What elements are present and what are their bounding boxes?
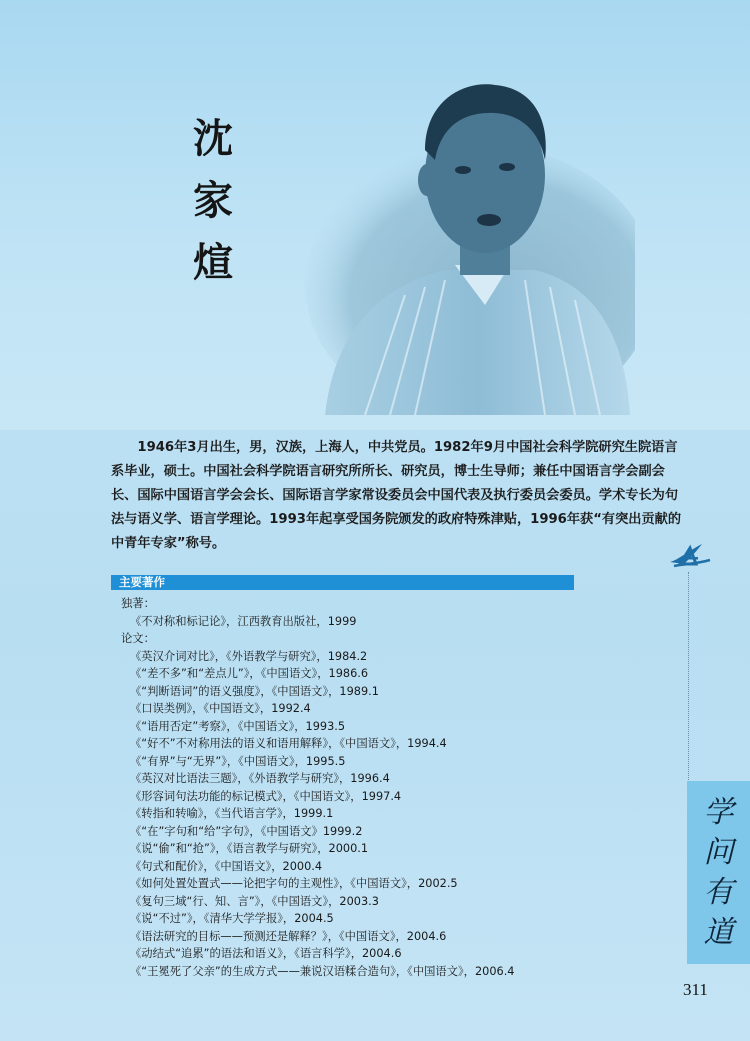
paper-item: 《“差不多”和“差点儿”》，《中国语文》，1986.6 — [130, 667, 369, 680]
paper-item: 《动结式“追累”的语法和语义》，《语言科学》，2004.6 — [130, 947, 402, 960]
paper-item: 《形容词句法功能的标记模式》，《中国语文》，1997.4 — [130, 789, 402, 803]
paper-item: 《说“偷”和“抢”》，《语言教学与研究》，2000.1 — [130, 842, 369, 855]
paper-item: 《转指和转喻》，《当代语言学》，1999.1 — [130, 807, 334, 820]
paper-item: 《口误类例》，《中国语文》，1992.4 — [130, 702, 311, 715]
academy-logo-icon — [666, 540, 712, 568]
name-char-1: 沈 — [193, 115, 233, 162]
paper-item: 《语法研究的目标——预测还是解释？》，《中国语文》，2004.6 — [130, 929, 447, 943]
paper-item: 《“有界”与“无界”》，《中国语文》，1995.5 — [130, 754, 346, 768]
monograph-header: 独著： — [121, 597, 155, 610]
paper-item: 《“王冕死了父亲”的生成方式——兼说汉语糅合造句》，《中国语文》，2006.4 — [130, 964, 515, 978]
side-tab-char: 学 — [703, 795, 734, 830]
paper-header: 论文： — [121, 632, 155, 645]
section-header-main-works: 主要著作 — [111, 575, 574, 590]
paper-item: 《“好不”不对称用法的语义和语用解释》，《中国语文》，1994.4 — [130, 737, 447, 750]
name-char-2: 家 — [193, 177, 233, 224]
paper-item: 《“判断语词”的语义强度》，《中国语文》，1989.1 — [130, 684, 379, 698]
margin-divider — [688, 572, 689, 782]
side-tab-text — [687, 793, 750, 953]
paper-item: 《复句三域“行、知、言”》，《中国语文》，2003.3 — [130, 894, 379, 908]
side-tab — [687, 781, 750, 964]
name-char-3: 煊 — [193, 239, 233, 286]
paper-item: 《句式和配价》，《中国语文》，2000.4 — [130, 859, 323, 873]
paper-item: 《如何处置处置式——论把字句的主观性》，《中国语文》，2002.5 — [130, 877, 458, 890]
biography-text — [111, 436, 686, 556]
side-tab-char: 有 — [703, 875, 734, 910]
monograph-item: 《不对称和标记论》，江西教育出版社，1999 — [130, 614, 357, 628]
paper-item: 《英汉对比语法三题》，《外语教学与研究》，1996.4 — [130, 772, 390, 785]
side-tab-char: 问 — [703, 835, 734, 870]
side-tab-char: 道 — [703, 915, 734, 950]
person-name — [188, 108, 238, 294]
paper-item: 《说“不过”》，《清华大学学报》，2004.5 — [130, 912, 334, 925]
paper-item: 《“在”字句和“给”字句》，《中国语文》1999.2 — [130, 824, 363, 838]
portrait-photo — [295, 55, 635, 415]
paper-item: 《英汉介词对比》，《外语教学与研究》，1984.2 — [130, 649, 368, 663]
biography-paragraph: 1946年3月出生，男，汉族，上海人，中共党员。1982年9月中国社会科学院研究生院语言系毕业，硕士。中国社会科学院语言研究所所长、研究员，博士生导师；兼任中国语言学会副会长、国际中国语言学会会长、国际语言学家常设委员会中国代表及执行委员会委员。学术专长为句法与语义学、语言学理论。1993年起享受国务院颁发的政府特殊津贴，1996年获“有突出贡献的中青年专家”称号。 — [111, 440, 682, 551]
paper-item: 《“语用否定”考察》，《中国语文》，1993.5 — [130, 719, 346, 733]
works-list — [121, 595, 681, 980]
page-number: 311 — [683, 980, 708, 999]
